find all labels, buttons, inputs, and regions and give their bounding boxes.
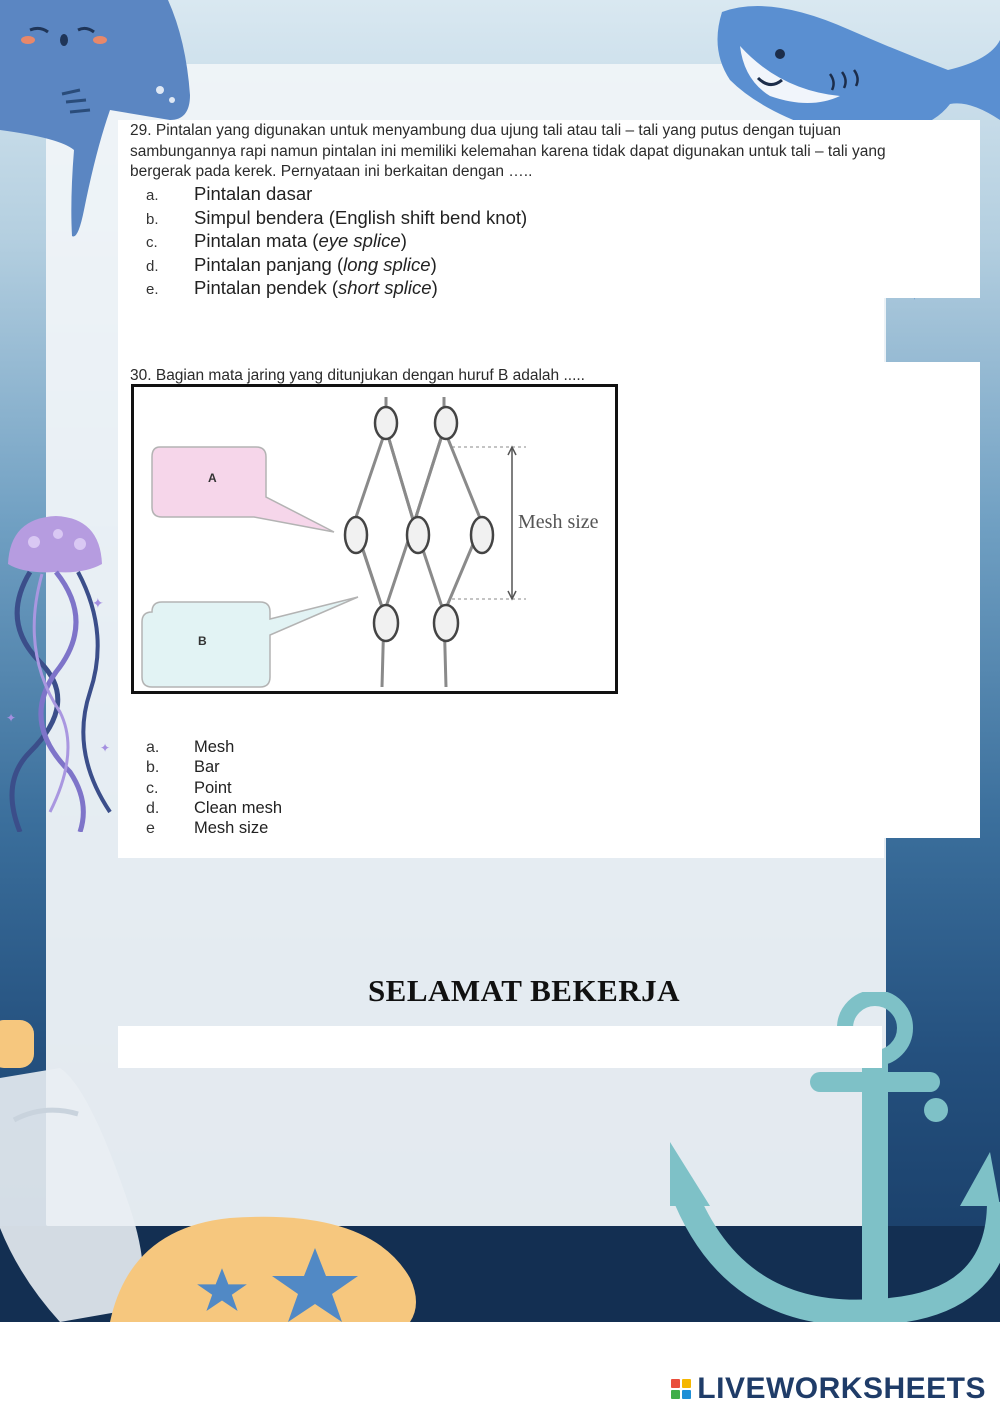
option-text: Pintalan mata ( [194,230,319,251]
option-letter: b. [146,759,160,777]
jellyfish-icon [0,512,130,832]
option-letter: b. [146,210,159,228]
callout-a-bubble [152,447,334,532]
question-29-panel-extension [118,296,884,362]
closing-message: SELAMAT BEKERJA [367,973,681,1008]
option-text: Pintalan pendek ( [194,277,338,298]
option-30-a[interactable] [130,738,530,758]
svg-text:✦: ✦ [6,711,17,725]
option-letter: c. [146,234,158,251]
question-30-text: 30. Bagian mata jaring yang ditunjukan dengan huruf B adalah ..... [130,367,585,384]
brand-mark-icon [671,1379,691,1399]
option-30-d[interactable] [130,799,530,819]
option-letter: a. [146,739,160,756]
question-30-options [130,738,530,839]
callout-b-label: B [198,634,207,648]
net-mesh-figure [131,384,618,694]
option-text: Bar [194,758,220,777]
option-close: ) [430,253,437,275]
option-close: ) [431,277,438,298]
option-30-c[interactable] [130,779,530,799]
callout-a-label: A [208,471,217,485]
option-29-d[interactable] [130,254,830,278]
option-29-a[interactable] [130,183,830,207]
option-30-e[interactable] [130,819,530,839]
option-term: long splice [343,253,431,275]
net-knots [345,407,493,641]
option-letter: e. [146,281,159,298]
option-30-b[interactable] [130,758,530,778]
option-letter: a. [146,187,159,204]
svg-text:✦: ✦ [92,595,104,611]
option-29-c[interactable] [130,230,830,254]
option-text: Mesh size [194,819,269,838]
option-29-b[interactable] [130,207,830,231]
option-text: Clean mesh [194,798,283,817]
callout-b-bubble [142,597,358,687]
option-text: Mesh [194,738,235,756]
question-29-options [130,183,830,301]
starfish-icon [270,1246,360,1322]
dimension-label: Mesh size [518,511,599,533]
answer-strip[interactable] [118,1026,882,1068]
option-text: Pintalan dasar [194,183,313,204]
option-letter: d. [146,257,159,275]
option-letter: d. [146,799,160,817]
option-letter: c. [146,779,159,797]
option-text: Pintalan panjang ( [194,253,344,275]
option-29-e[interactable] [130,277,830,301]
option-text: Point [194,778,232,797]
option-letter: e [146,820,155,838]
brand-name: LIVEWORKSHEETS [697,1372,986,1405]
svg-text:✦: ✦ [100,741,111,755]
starfish-icon [196,1266,248,1312]
net-mesh-diagram [134,387,615,691]
question-29-text: 29. Pintalan yang digunakan untuk menyambung dua ujung tali atau tali – tali yang putus dengan tujuan sambungannya rapi namun pintalan ini memiliki kelemahan karena tidak dapat digunakan untuk tali – tali yang bergerak pada kerek. Pernyataan ini berkaitan dengan ….. [130,122,886,180]
brand-logo[interactable] [671,1372,986,1406]
option-close: ) [400,230,407,251]
option-text: Simpul bendera (English shift bend knot) [194,206,528,228]
option-term: eye splice [318,230,401,251]
option-term: short splice [338,277,432,298]
